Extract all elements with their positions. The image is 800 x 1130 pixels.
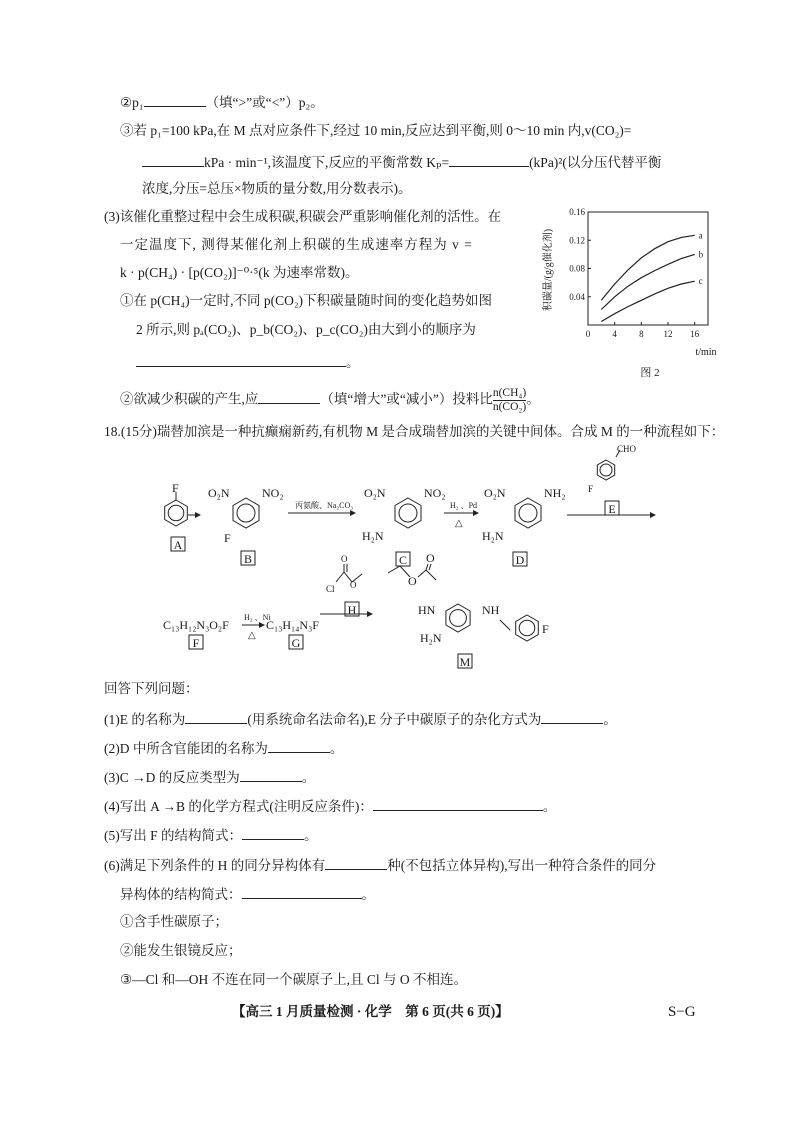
answer-blank[interactable] [136,352,346,367]
label-no2: NO₂ [424,486,446,500]
label-nh: NH [482,603,500,617]
question-2-2 [120,92,324,112]
x-tick-label: 12 [663,329,673,339]
compound-label-f: F [192,636,200,650]
answer-intro: 回答下列问题： [104,681,199,696]
heat-symbol: △ [455,518,463,529]
compound-label-c: C [398,553,408,567]
answer-blank[interactable] [268,738,330,753]
label-f: F [172,481,179,495]
question-18-2 [104,738,343,758]
question-3-line3: k · p(CH₄) · [p(CO₂)]⁻⁰·⁵(k 为速率常数)。 [120,265,359,280]
compound-label-a: A [173,538,183,552]
answer-blank[interactable] [373,796,543,811]
compound-label-e: E [608,502,616,516]
text: 。 [304,828,318,843]
label-cl: Cl [326,584,335,594]
compound-label-b: B [243,552,253,566]
label-o: O [408,574,417,588]
question-18-title: 18.(15分)瑞替加滨是一种抗癫痫新药,有机物 M 是合成瑞替加滨的关键中间体。合成 M 的一种流程如下： [104,424,725,439]
x-tick-label: 8 [639,329,644,339]
text: 。 [526,391,540,407]
y-tick-label: 0.08 [569,263,585,274]
answer-blank[interactable] [142,152,204,167]
condition-2: ②能发生银镜反应； [120,943,242,958]
text: 。 [603,712,617,727]
text: (用系统命名法命名),E 分子中碳原子的杂化方式为 [247,712,542,727]
condition-1: ①含手性碳原子； [120,914,228,929]
y-tick-label: 0.04 [569,291,585,302]
text: (kPa)²(以分压代替平衡 [529,155,662,170]
series-a-line [601,235,694,300]
text: 异构体的结构简式： [120,887,242,902]
reagent-h2-ni: H₂ 、Ni [244,613,271,622]
synthesis-scheme [0,440,800,680]
series-c-label: c [698,276,703,287]
answer-blank[interactable] [325,855,387,870]
text: (4)写出 A →B 的化学方程式(注明反应条件)： [104,799,373,814]
text: kPa · min⁻¹,该温度下,反应的平衡常数 Kₚ= [204,155,450,170]
reagent-alanine: 丙氨酸、Na₂CO₃ [295,501,354,510]
answer-blank[interactable] [541,709,603,724]
question-2-3-line2 [142,152,661,172]
footer-page-info: 【高三 1 月质量检测 · 化学 第 6 页(共 6 页)】 [232,1004,509,1019]
x-tick-label: 4 [612,329,617,339]
y-tick-label: 0.16 [569,207,585,217]
fraction-numerator: n(CH₄) [492,387,527,399]
text: (1)E 的名称为 [104,712,186,727]
answer-blank[interactable] [449,152,529,167]
question-18-3 [104,767,315,787]
label-f: F [588,484,594,494]
label-cho: CHO [617,444,637,454]
question-18-6-line2 [120,884,375,904]
text: (3)C →D 的反应类型为 [104,770,240,785]
x-tick-label: 16 [690,329,700,339]
text: 种(不包括立体异构),写出一种符合条件的同分 [387,858,657,873]
condition-3: ③—Cl 和—OH 不连在同一个碳原子上,且 Cl 与 O 不相连。 [120,972,467,987]
text: 。 [329,741,344,756]
label-o: O [341,554,348,564]
plot-frame [588,212,708,325]
text: （填“增大”或“减小”）投料比 [320,391,493,407]
label-o2n: O₂N [364,486,386,500]
x-tick-label: 0 [585,329,591,339]
answer-blank[interactable] [144,92,206,107]
text: 。 [361,887,375,902]
benzene-ring-d-aromatic [519,504,537,522]
series-b-line [601,254,694,309]
question-3-2 [120,387,540,414]
question-18-1 [104,709,617,729]
label-o: O [426,551,435,565]
series-c-line [601,281,694,321]
answer-blank[interactable] [242,825,304,840]
carbon-deposition-chart [540,200,730,382]
text: 。 [301,770,316,785]
question-3-1-answer [136,352,360,372]
text: （填“>”或“<”）p₂。 [205,95,324,110]
benzene-ring-m1-aromatic [450,610,467,627]
label-h2n: H₂N [420,631,442,645]
answer-blank[interactable] [258,389,320,404]
question-3-1-line1: ①在 p(CH₄)一定时,不同 p(CO₂)下积碳量随时间的变化趋势如图 [120,293,493,308]
formula-g: C₁₃H₁₄N₃F [266,618,319,632]
compound-label-g: G [291,636,301,650]
label-o: O [350,580,357,590]
label-f: F [224,531,231,545]
text: (5)写出 F 的结构简式： [104,828,242,843]
label-nh2: NH₂ [544,486,566,500]
compound-label-h: H [347,603,357,617]
benzene-ring-c-aromatic [399,504,417,522]
answer-blank[interactable] [240,767,302,782]
compound-label-d: D [515,553,525,567]
label-h2n: H₂N [362,529,384,543]
feed-ratio-fraction [493,387,526,414]
benzene-ring-m2-aromatic [519,620,535,636]
benzene-ring-e-aromatic [600,464,612,476]
question-3-line1: (3)该催化重整过程中会生成积碳,积碳会严重影响催化剂的活性。在 [104,209,502,224]
text: ②p₁ [120,95,144,110]
reagent-h2-pd: H₂ 、Pd [450,501,478,510]
formula-f: C₁₃H₁₂N₃O₂F [163,618,229,632]
x-axis-label: t/min [695,347,717,358]
fraction-denominator: n(CO₂) [492,401,527,413]
question-18-5 [104,825,318,845]
label-o2n: O₂N [484,486,506,500]
question-18-6 [104,855,656,875]
answer-blank[interactable] [242,884,362,899]
text: ②欲减少积碳的产生,应 [120,391,259,407]
y-tick-label: 0.12 [569,235,585,246]
question-3-1-line2: 2 所示,则 pₐ(CO₂)、p_b(CO₂)、p_c(CO₂)由大到小的顺序为 [136,322,476,337]
label-f: F [542,622,549,636]
label-hn: HN [418,603,436,617]
answer-blank[interactable] [185,709,247,724]
footer-code: S−G [668,1004,696,1020]
benzene-ring-b-aromatic [237,504,255,522]
label-h2n: H₂N [482,529,504,543]
label-o2n: O₂N [208,486,230,500]
question-2-3-line3: 浓度,分压=总压×物质的量分数,用分数表示)。 [142,181,412,196]
y-axis-label: 积碳量/(g/g催化剂) [543,228,554,312]
label-no2: NO₂ [262,486,284,500]
text: (2)D 中所含官能团的名称为 [104,741,268,756]
compound-label-m: M [459,655,471,669]
text: 。 [346,355,360,370]
text: 。 [542,799,557,814]
series-b-label: b [698,249,704,260]
chart-title: 图 2 [640,367,660,379]
text: (6)满足下列条件的 H 的同分异构体有 [104,858,326,873]
series-a-label: a [698,230,703,241]
heat-symbol: △ [248,630,256,641]
benzene-ring-a-aromatic [168,505,184,521]
question-2-3-line1: ③若 p₁=100 kPa,在 M 点对应条件下,经过 10 min,反应达到平衡,则 0～10 min 内,v(CO₂)= [120,123,632,138]
question-3-line2: 一定温度下, 测得某催化剂上积碳的生成速率方程为 v = [120,237,473,252]
question-18-4 [104,796,556,816]
